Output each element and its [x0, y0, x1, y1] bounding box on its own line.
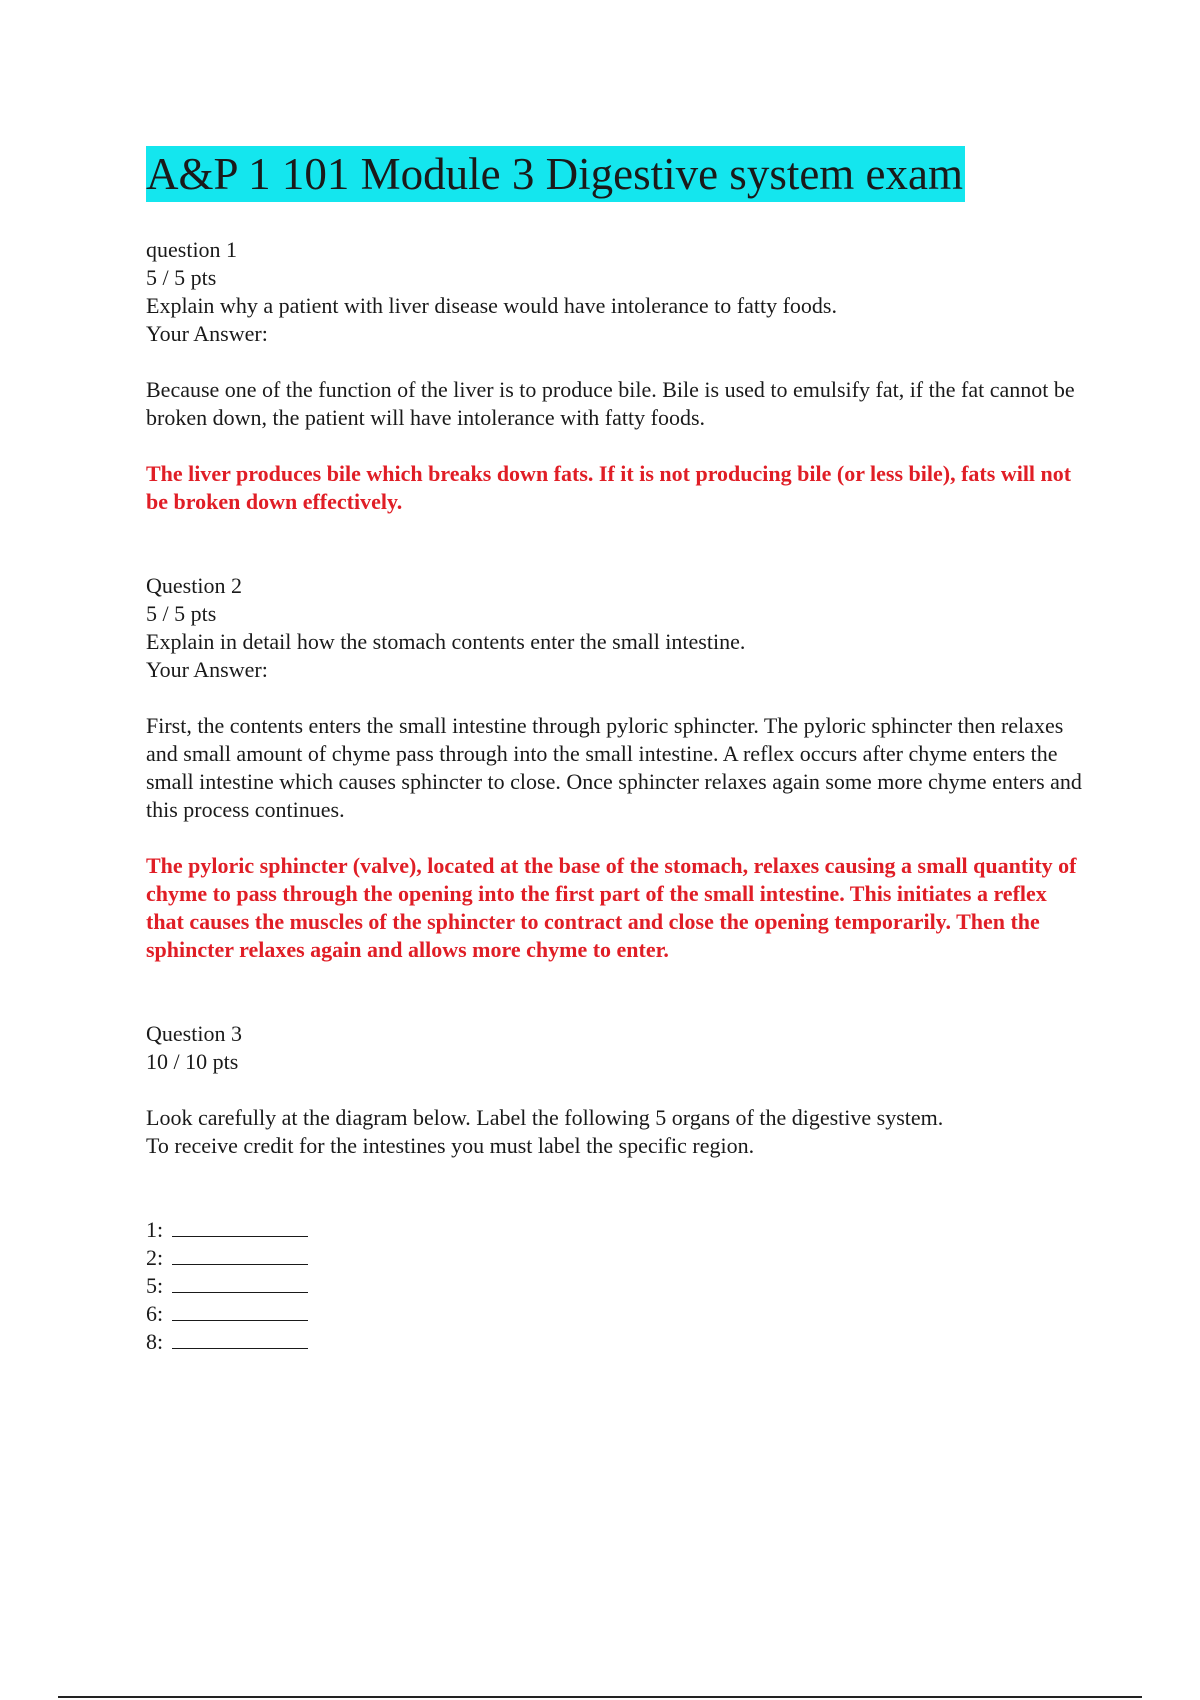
answer-blank — [172, 1272, 308, 1293]
question-heading: Question 2 — [146, 573, 242, 598]
correct-answer: The pyloric sphincter (valve), located at the base of the stomach, relaxes causing a small quantity of chyme to pass through the opening into the first part of the small intestine. This initiates a reflex that causes the muscles of the sphincter to contract and close the opening temporarily. Then the sphincter relaxes again and allows more chyme to enter. — [146, 853, 1077, 962]
page-title: A&P 1 101 Module 3 Digestive system exam — [146, 146, 965, 202]
student-answer: First, the contents enters the small intestine through pyloric sphincter. The pyloric sphincter then relaxes and small amount of chyme pass through into the small intestine. A reflex occurs after chyme enters the small intestine which causes sphincter to close. Once sphincter relaxes again some more chyme enters and this process continues. — [146, 713, 1082, 822]
label-number: 6: — [146, 1301, 164, 1326]
correct-answer: The liver produces bile which breaks down fats. If it is not producing bile (or less bile), fats will not be broken down effectively. — [146, 461, 1072, 514]
answer-blank — [172, 1216, 308, 1237]
label-row — [146, 1300, 1086, 1328]
question-3 — [146, 1020, 1086, 1356]
question-prompt: Look carefully at the diagram below. Label the following 5 organs of the digestive system. — [146, 1105, 944, 1130]
answer-blank — [172, 1300, 308, 1321]
question-2 — [146, 572, 1086, 964]
label-row — [146, 1272, 1086, 1300]
label-row — [146, 1216, 1086, 1244]
label-number: 2: — [146, 1245, 164, 1270]
answer-label: Your Answer: — [146, 321, 268, 346]
question-prompt-continued: To receive credit for the intestines you must label the specific region. — [146, 1133, 755, 1158]
answer-blank — [172, 1244, 308, 1265]
answer-blank — [172, 1328, 308, 1349]
page-bottom-divider — [58, 1696, 1142, 1698]
student-answer: Because one of the function of the liver is to produce bile. Bile is used to emulsify fat, if the fat cannot be broken down, the patient will have intolerance with fatty foods. — [146, 377, 1075, 430]
question-heading: question 1 — [146, 237, 238, 262]
question-points: 5 / 5 pts — [146, 601, 217, 626]
label-number: 5: — [146, 1273, 164, 1298]
question-prompt: Explain in detail how the stomach contents enter the small intestine. — [146, 629, 746, 654]
question-prompt: Explain why a patient with liver disease would have intolerance to fatty foods. — [146, 293, 837, 318]
label-number: 1: — [146, 1217, 164, 1242]
question-heading: Question 3 — [146, 1021, 242, 1046]
label-number: 8: — [146, 1329, 164, 1354]
label-row — [146, 1244, 1086, 1272]
question-points: 10 / 10 pts — [146, 1049, 239, 1074]
document-page — [146, 146, 1086, 1356]
answer-label: Your Answer: — [146, 657, 268, 682]
question-1 — [146, 236, 1086, 516]
question-points: 5 / 5 pts — [146, 265, 217, 290]
label-row — [146, 1328, 1086, 1356]
label-blanks — [146, 1216, 1086, 1356]
